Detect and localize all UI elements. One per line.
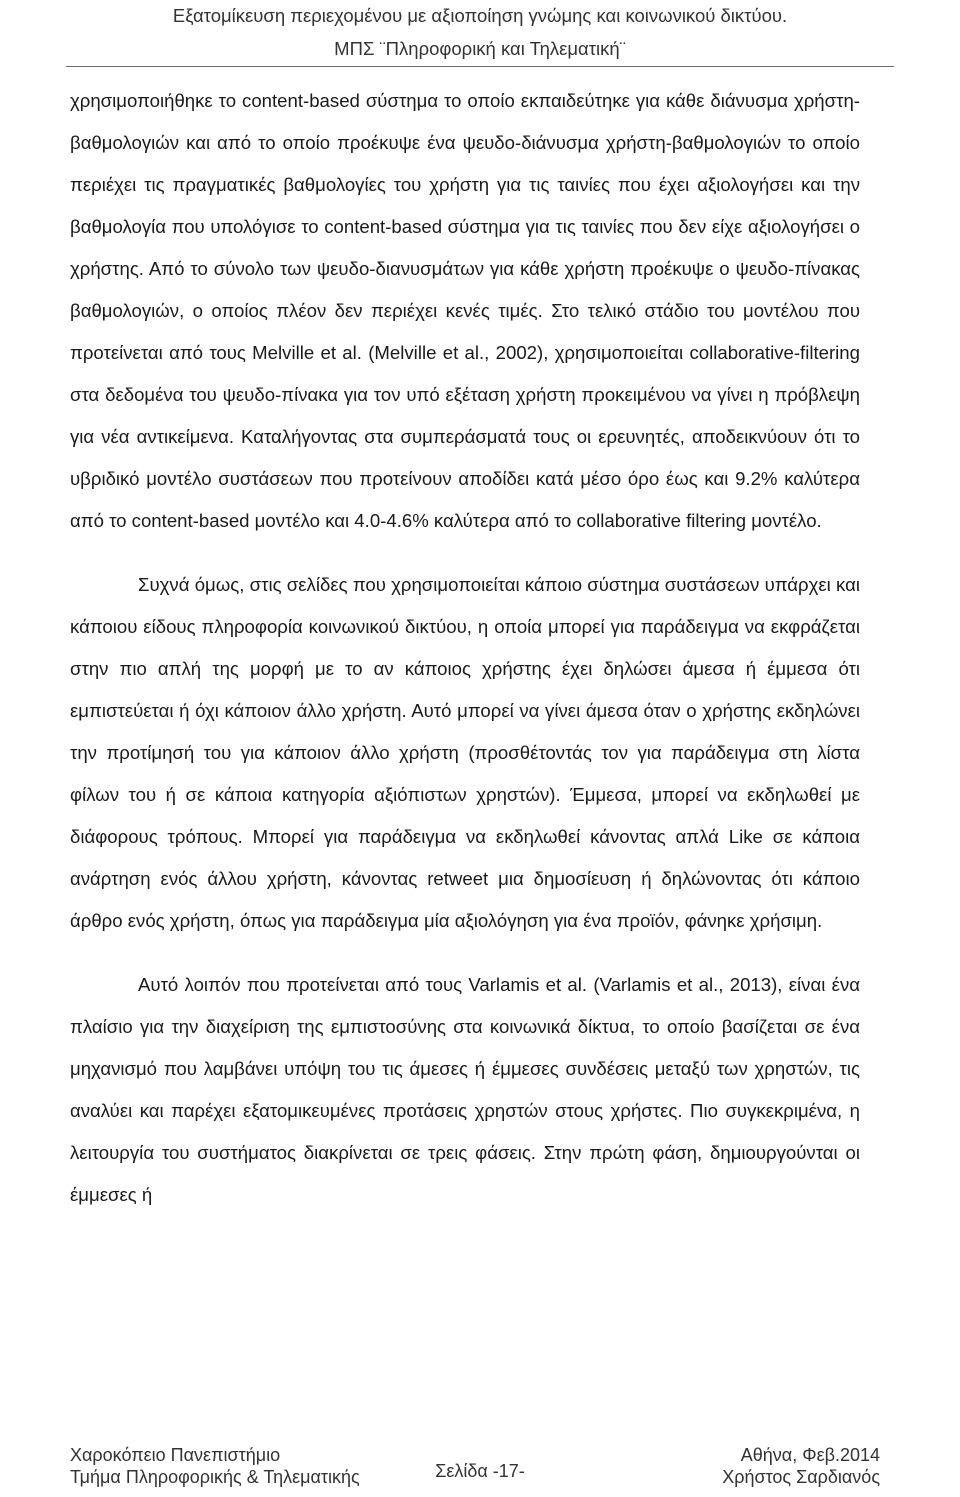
footer-row-bottom xyxy=(70,1464,880,1490)
body-text xyxy=(70,80,860,1216)
paragraph-3: Αυτό λοιπόν που προτείνεται από τους Varlamis et al. (Varlamis et al., 2013), είναι ένα πλαίσιο για την διαχείριση της εμπιστοσύνης στα κοινωνικά δίκτυα, το οποίο βασίζεται σε ένα μηχανισμό που λαμβάνει υπόψη του τις άμεσες ή έμμεσες συνδέσεις μεταξύ των χρηστών, τις αναλύει και παρέχει εξατομικευμένες προτάσεις χρηστών στους χρήστες. Πιο συγκεκριμένα, η λειτουργία του συστήματος διακρίνεται σε τρεις φάσεις. Στην πρώτη φάση, δημιουργούνται οι έμμεσες ή xyxy=(70,974,860,1205)
paragraph-2: Συχνά όμως, στις σελίδες που χρησιμοποιείται κάποιο σύστημα συστάσεων υπάρχει και κάποιου είδους πληροφορία κοινωνικού δικτύου, η οποία μπορεί για παράδειγμα να εκφράζεται στην πιο απλή της μορφή με το αν κάποιος χρήστης έχει δηλώσει άμεσα ή έμμεσα ότι εμπιστεύεται ή όχι κάποιον άλλο χρήστη. Αυτό μπορεί να γίνει άμεσα όταν ο χρήστης εκδηλώνει την προτίμησή του για κάποιον άλλο χρήστη (προσθέτοντάς τον για παράδειγμα στη λίστα φίλων του ή σε κάποια κατηγορία αξιόπιστων χρηστών). Έμμεσα, μπορεί να εκδηλωθεί με διάφορους τρόπους. Μπορεί για παράδειγμα να εκδηλωθεί κάνοντας απλά Like σε κάποια ανάρτηση ενός άλλου χρήστη, κάνοντας retweet μια δημοσίευση ή δηλώνοντας ότι κάποιο άρθρο ενός χρήστη, όπως για παράδειγμα μία αξιολόγηση για ένα προϊόν, φάνηκε χρήσιμη. xyxy=(70,574,860,931)
footer-place-date: Αθήνα, Φεβ.2014 xyxy=(740,1445,880,1465)
header-divider xyxy=(66,66,894,67)
page-number: Σελίδα -17- xyxy=(435,1461,525,1481)
program-name: ΜΠΣ ¨Πληροφορική και Τηλεματική¨ xyxy=(334,38,626,59)
paragraph-1: χρησιμοποιήθηκε το content-based σύστημα το οποίο εκπαιδεύτηκε για κάθε διάνυσμα χρήστη-βαθμολογιών και από το οποίο προέκυψε ένα ψευδο-διάνυσμα χρήστη-βαθμολογιών το οποίο περιέχει τις πραγματικές βαθμολογίες του χρήστη για τις ταινίες που έχει αξιολογήσει και την βαθμολογία που υπολόγισε το content-based σύστημα για τις ταινίες που δεν είχε αξιολογήσει ο χρήστης. Από το σύνολο των ψευδο-διανυσμάτων για κάθε χρήστη προέκυψε ο ψευδο-πίνακας βαθμολογιών, ο οποίος πλέον δεν περιέχει κενές τιμές. Στο τελικό στάδιο του μοντέλου που προτείνεται από τους Melville et al. (Melville et al., 2002), χρησιμοποιείται collaborative-filtering στα δεδομένα του ψευδο-πίνακα για τον υπό εξέταση χρήστη προκειμένου να γίνει η πρόβλεψη για νέα αντικείμενα. Καταλήγοντας στα συμπεράσματά τους οι ερευνητές, αποδεικνύουν ότι το υβριδικό μοντέλο συστάσεων που προτείνουν αποδίδει κατά μέσο όρο έως και 9.2% καλύτερα από το content-based μοντέλο και 4.0-4.6% καλύτερα από το collaborative filtering μοντέλο. xyxy=(70,90,860,531)
page-header xyxy=(0,0,960,61)
footer-university: Χαροκόπειο Πανεπιστήμιο xyxy=(70,1445,281,1465)
footer-department: Τμήμα Πληροφορικής & Τηλεματικής xyxy=(70,1467,360,1487)
footer-author: Χρήστος Σαρδιανός xyxy=(722,1467,880,1487)
document-title: Εξατομίκευση περιεχομένου με αξιοποίηση γνώμης και κοινωνικού δικτύου. xyxy=(172,5,788,26)
